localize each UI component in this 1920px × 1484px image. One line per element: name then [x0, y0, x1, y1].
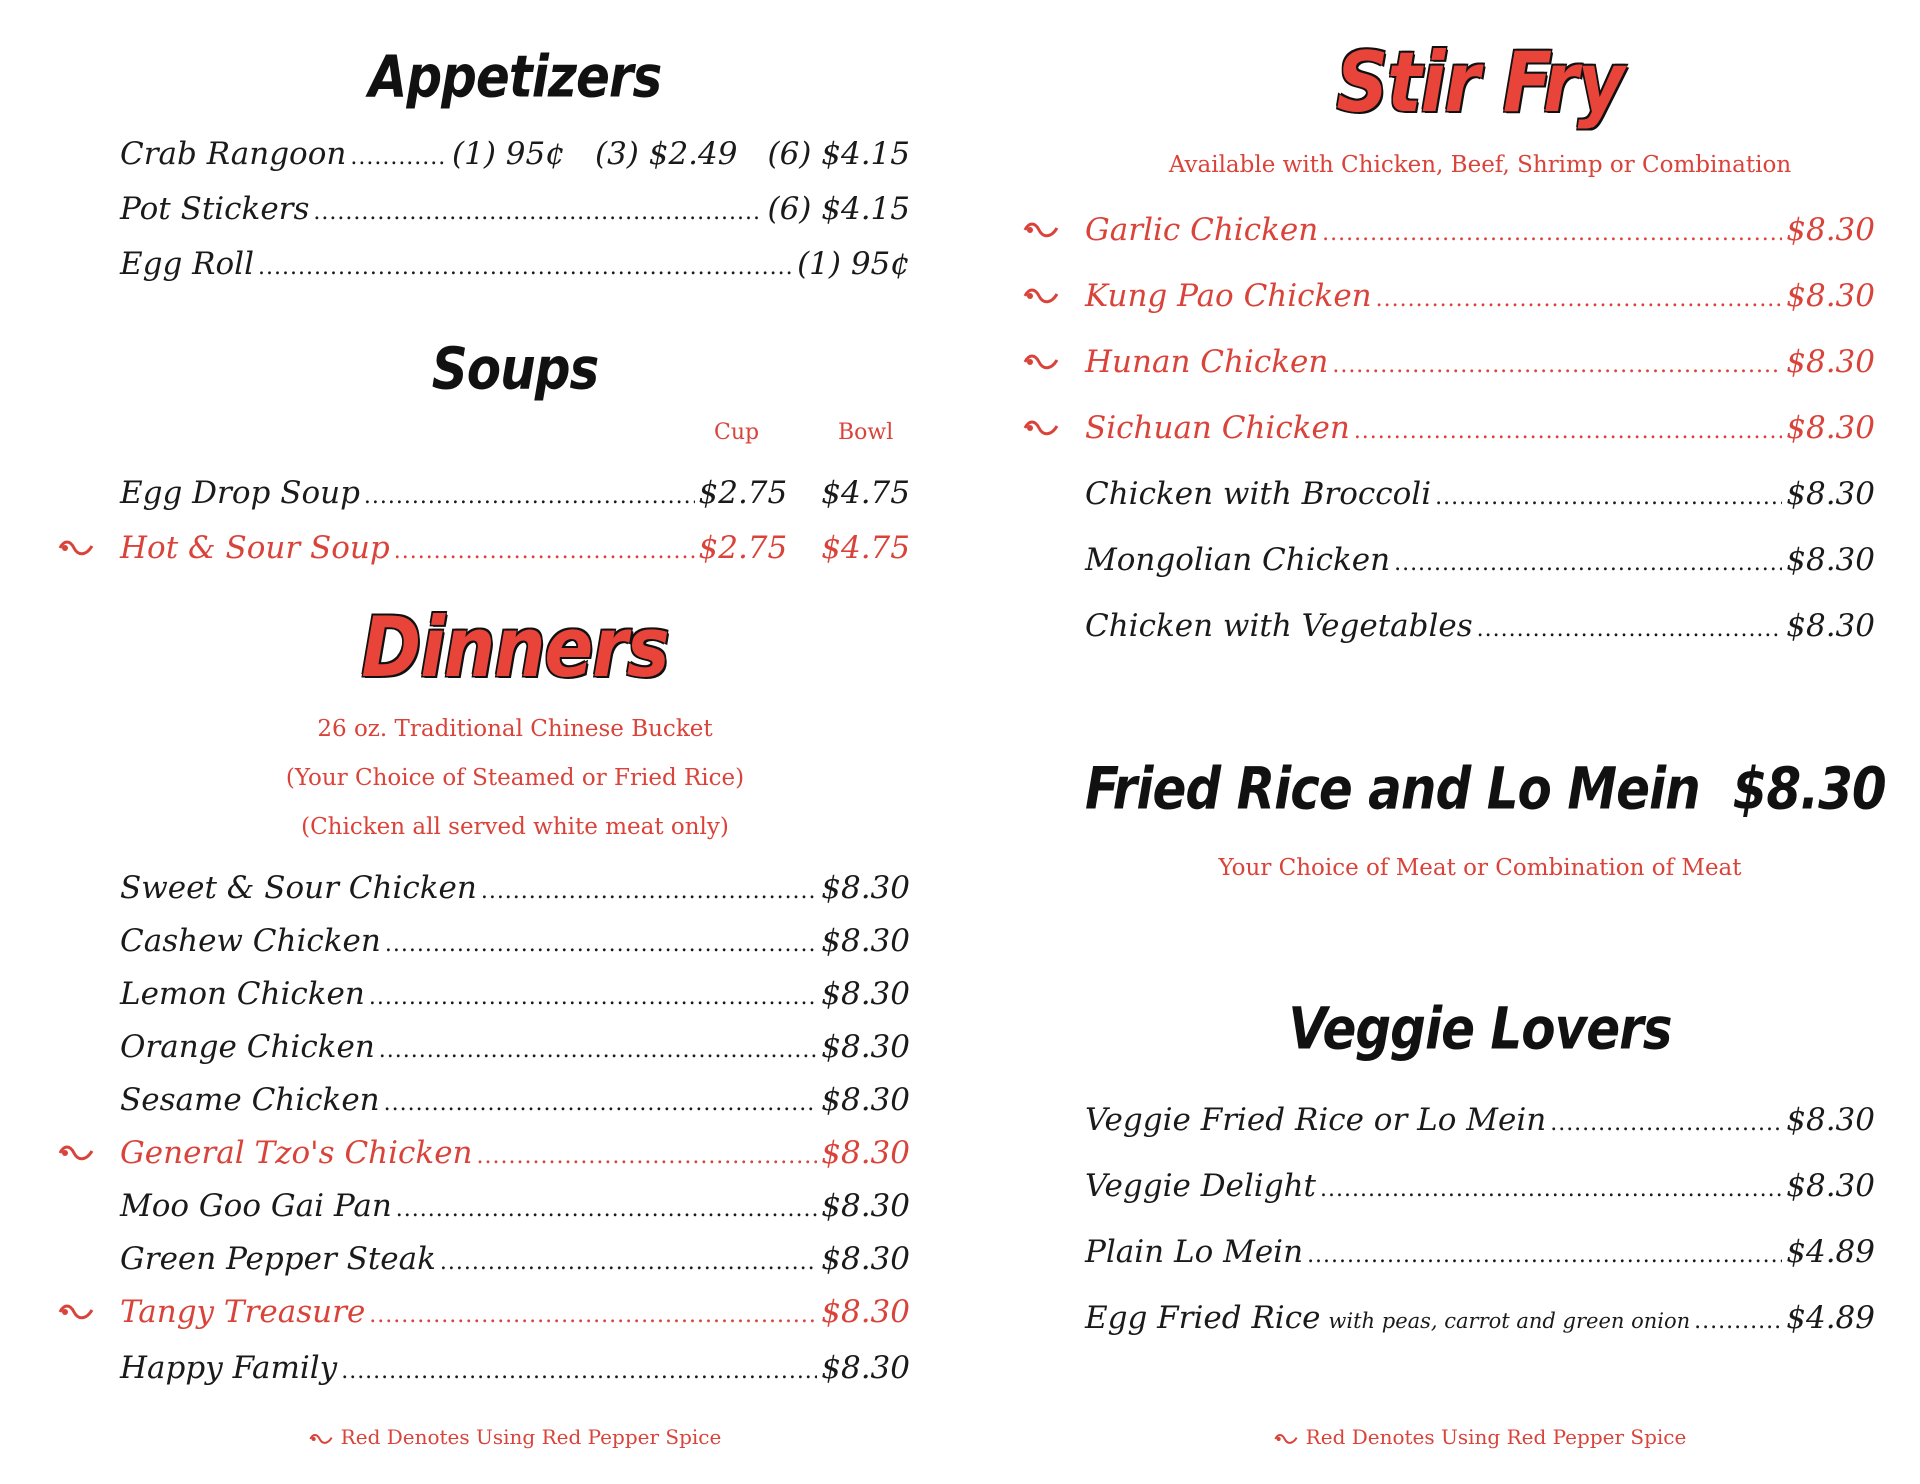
- menu-item: [1085, 1102, 1875, 1142]
- dot-leader: [1307, 1243, 1782, 1268]
- item-name: Egg Roll: [120, 246, 255, 282]
- item-price: $8.30: [1786, 476, 1875, 512]
- item-name: Moo Goo Gai Pan: [120, 1188, 392, 1224]
- item-price: $4.89: [1786, 1300, 1875, 1336]
- menu-item: [120, 1029, 910, 1069]
- dot-leader: [364, 484, 695, 509]
- dot-leader: [1435, 485, 1782, 510]
- dot-leader: [385, 932, 817, 957]
- veggie-heading: Veggie Lovers: [1288, 995, 1672, 1063]
- menu-item: [1085, 1300, 1875, 1340]
- item-name: Garlic Chicken: [1085, 212, 1319, 248]
- red-pepper-icon: [58, 536, 94, 560]
- dot-leader: [1376, 287, 1783, 312]
- dot-leader: [341, 1359, 817, 1384]
- item-price: $8.30: [1786, 344, 1875, 380]
- dot-leader: [396, 1197, 817, 1222]
- item-price: $8.30: [821, 1188, 910, 1224]
- item-name: Egg Fried Rice: [1085, 1300, 1321, 1336]
- red-pepper-icon: [309, 1431, 333, 1447]
- item-name: Plain Lo Mein: [1085, 1234, 1304, 1270]
- item-name: Hunan Chicken: [1085, 344, 1329, 380]
- menu-item: [120, 136, 910, 176]
- item-name: Green Pepper Steak: [120, 1241, 436, 1277]
- item-price: $8.30: [1786, 278, 1875, 314]
- item-name: Sichuan Chicken: [1085, 410, 1350, 446]
- item-price: (3) $2.49: [594, 136, 738, 172]
- item-price: $8.30: [1786, 608, 1875, 644]
- item-name: Mongolian Chicken: [1085, 542, 1391, 578]
- spice-legend-text: Red Denotes Using Red Pepper Spice: [340, 1425, 722, 1449]
- item-name: Cashew Chicken: [120, 923, 381, 959]
- spice-legend: [120, 1425, 910, 1449]
- dot-leader: [1694, 1309, 1782, 1334]
- spice-legend: [1085, 1425, 1875, 1449]
- item-name: Chicken with Vegetables: [1085, 608, 1473, 644]
- menu-item: [120, 1241, 910, 1281]
- item-price: $8.30: [1786, 1102, 1875, 1138]
- fried-rice-note: Your Choice of Meat or Combination of Meat: [1218, 855, 1742, 881]
- item-price: $8.30: [821, 1029, 910, 1065]
- dot-leader: [384, 1091, 818, 1116]
- menu-item-spicy: [1085, 344, 1875, 384]
- menu-item: [1085, 542, 1875, 582]
- item-price: $8.30: [1786, 410, 1875, 446]
- dot-leader: [394, 539, 695, 564]
- item-name: Crab Rangoon: [120, 136, 347, 172]
- item-price: $4.89: [1786, 1234, 1875, 1270]
- dot-leader: [350, 145, 448, 170]
- item-price: (6) $4.15: [767, 191, 910, 227]
- red-pepper-icon: [1274, 1431, 1298, 1447]
- dinners-note: 26 oz. Traditional Chinese Bucket: [317, 716, 713, 742]
- dot-leader: [258, 255, 793, 280]
- appetizers-heading: Appetizers: [368, 43, 662, 111]
- menu-item-spicy: [1085, 410, 1875, 450]
- item-price: $8.30: [821, 1350, 910, 1386]
- dot-leader: [1550, 1111, 1782, 1136]
- cup-price: $2.75: [698, 530, 788, 566]
- bowl-column-header: Bowl: [838, 420, 894, 445]
- item-price: $8.30: [821, 1294, 910, 1330]
- dot-leader: [379, 1038, 817, 1063]
- red-pepper-icon: [1023, 218, 1059, 242]
- dot-leader: [369, 1303, 817, 1328]
- item-name: Veggie Delight: [1085, 1168, 1316, 1204]
- item-name: General Tzo's Chicken: [120, 1135, 473, 1171]
- dot-leader: [1320, 1177, 1782, 1202]
- item-price: (1) 95¢: [452, 136, 565, 172]
- item-price: $8.30: [1786, 542, 1875, 578]
- stir-fry-heading: Stir Fry: [1336, 33, 1624, 131]
- item-name: Veggie Fried Rice or Lo Mein: [1085, 1102, 1547, 1138]
- item-name: Egg Drop Soup: [120, 475, 360, 511]
- menu-item-spicy: [120, 1294, 910, 1334]
- dinners-note: (Your Choice of Steamed or Fried Rice): [285, 765, 745, 791]
- item-name: Sweet & Sour Chicken: [120, 870, 477, 906]
- fried-rice-heading: Fried Rice and Lo Mein $8.30: [1085, 755, 1886, 823]
- red-pepper-icon: [58, 1300, 94, 1324]
- dot-leader: [1354, 419, 1782, 444]
- menu-item: [120, 976, 910, 1016]
- menu-item-spicy: [120, 530, 910, 570]
- item-price: $8.30: [821, 976, 910, 1012]
- menu-item: [1085, 1234, 1875, 1274]
- item-price: $8.30: [821, 870, 910, 906]
- red-pepper-icon: [1023, 416, 1059, 440]
- menu-item-spicy: [1085, 278, 1875, 318]
- item-name: Chicken with Broccoli: [1085, 476, 1432, 512]
- item-price: (6) $4.15: [767, 136, 910, 172]
- spice-legend-text: Red Denotes Using Red Pepper Spice: [1305, 1425, 1687, 1449]
- menu-item-spicy: [1085, 212, 1875, 252]
- red-pepper-icon: [58, 1141, 94, 1165]
- item-name: Orange Chicken: [120, 1029, 375, 1065]
- dot-leader: [1322, 221, 1782, 246]
- dot-leader: [369, 985, 817, 1010]
- item-price: (1) 95¢: [797, 246, 910, 282]
- dinners-heading: Dinners: [361, 598, 669, 696]
- item-name: Lemon Chicken: [120, 976, 365, 1012]
- dot-leader: [1332, 353, 1782, 378]
- bowl-price: $4.75: [821, 530, 910, 566]
- item-price: $8.30: [1786, 212, 1875, 248]
- soups-heading: Soups: [431, 335, 599, 403]
- menu-item: [1085, 476, 1875, 516]
- menu-item: [120, 246, 910, 286]
- item-price: $8.30: [821, 1241, 910, 1277]
- dinners-note: (Chicken all served white meat only): [301, 814, 729, 840]
- item-price: $8.30: [821, 1082, 910, 1118]
- item-name: Pot Stickers: [120, 191, 310, 227]
- menu-item: [120, 1082, 910, 1122]
- item-price: $8.30: [821, 923, 910, 959]
- menu-item: [120, 191, 910, 231]
- item-price: $8.30: [1786, 1168, 1875, 1204]
- item-description: with peas, carrot and green onion: [1328, 1309, 1691, 1333]
- dot-leader: [477, 1144, 818, 1169]
- menu-item: [120, 1188, 910, 1228]
- menu-item: [1085, 608, 1875, 648]
- dot-leader: [440, 1250, 817, 1275]
- item-name: Hot & Sour Soup: [120, 530, 390, 566]
- menu-item: [120, 475, 910, 515]
- dot-leader: [481, 879, 817, 904]
- bowl-price: $4.75: [821, 475, 910, 511]
- stir-fry-note: Available with Chicken, Beef, Shrimp or Combination: [1168, 152, 1792, 178]
- item-name: Happy Family: [120, 1350, 338, 1386]
- dot-leader: [1477, 617, 1783, 642]
- dot-leader: [1394, 551, 1782, 576]
- item-name: Kung Pao Chicken: [1085, 278, 1372, 314]
- menu-item: [120, 1350, 910, 1390]
- menu-item: [120, 870, 910, 910]
- menu-item: [120, 923, 910, 963]
- menu-item: [1085, 1168, 1875, 1208]
- item-name: Sesame Chicken: [120, 1082, 380, 1118]
- red-pepper-icon: [1023, 350, 1059, 374]
- cup-price: $2.75: [698, 475, 788, 511]
- item-name: Tangy Treasure: [120, 1294, 366, 1330]
- red-pepper-icon: [1023, 284, 1059, 308]
- cup-column-header: Cup: [714, 420, 760, 445]
- menu-item-spicy: [120, 1135, 910, 1175]
- dot-leader: [313, 200, 763, 225]
- item-price: $8.30: [821, 1135, 910, 1171]
